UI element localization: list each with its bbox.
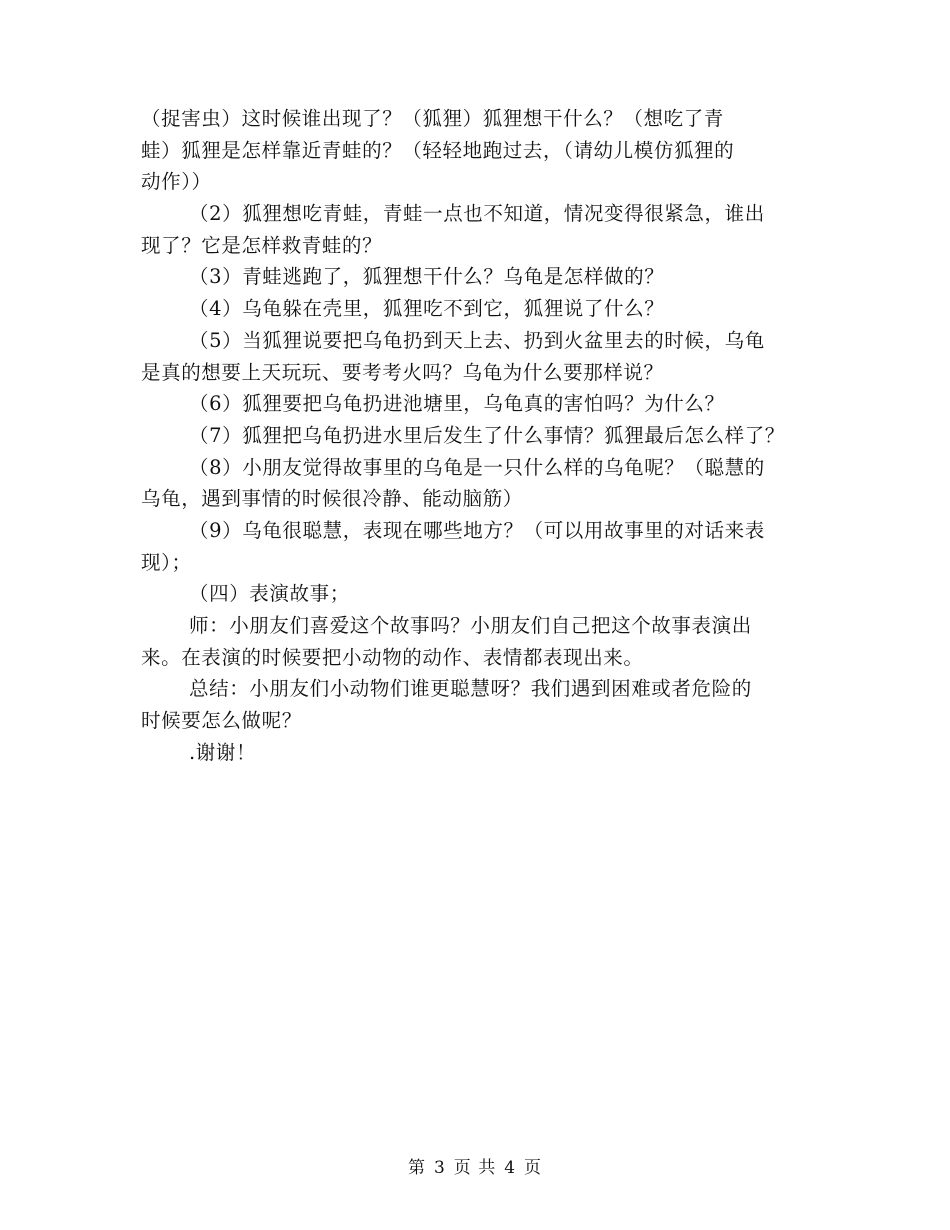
footer-prefix: 第: [407, 1158, 426, 1178]
text-line: 师：小朋友们喜爱这个故事吗？小朋友们自己把这个故事表演出: [189, 614, 752, 637]
page-footer: [0, 1153, 950, 1178]
text-line: 乌龟，遇到事情的时候很冷静、能动脑筋）: [141, 487, 523, 511]
text-line: 蛙）狐狸是怎样靠近青蛙的？（轻轻地跑过去，（请幼儿模仿狐狸的: [141, 138, 735, 162]
text-line: 现了？它是怎样救青蛙的？: [141, 233, 383, 257]
total-pages-number: 4: [504, 1158, 517, 1178]
text-line: （捉害虫）这时候谁出现了？（狐狸）狐狸想干什么？（想吃了青: [141, 107, 724, 130]
text-line: 现）；: [141, 550, 192, 574]
text-line: （6）狐狸要把乌龟扔进池塘里，乌龟真的害怕吗？为什么？: [189, 392, 725, 416]
text-line: （4）乌龟躲在壳里，狐狸吃不到它，狐狸说了什么？: [189, 297, 665, 321]
text-line: （2）狐狸想吃青蛙，青蛙一点也不知道，情况变得很紧急，谁出: [189, 202, 765, 226]
text-line: 来。在表演的时候要把小动物的动作、表情都表现出来。: [141, 645, 644, 669]
text-line: （3）青蛙逃跑了，狐狸想干什么？乌龟是怎样做的？: [189, 265, 665, 289]
text-line: 动作））: [141, 170, 212, 194]
footer-mid: 页 共: [453, 1158, 497, 1178]
text-line: 总结：小朋友们小动物们谁更聪慧呀？我们遇到困难或者危险的: [189, 677, 752, 701]
text-line: 时候要怎么做呢？: [141, 709, 302, 733]
text-line: （8）小朋友觉得故事里的乌龟是一只什么样的乌龟呢？（聪慧的: [189, 455, 765, 479]
current-page-number: 3: [433, 1158, 446, 1178]
text-line: 是真的想要上天玩玩、要考考火吗？乌龟为什么要那样说？: [141, 360, 664, 384]
document-body: [141, 103, 811, 768]
section-heading: （四）表演故事；: [189, 582, 350, 606]
text-line: （9）乌龟很聪慧，表现在哪些地方？（可以用故事里的对话来表: [189, 518, 765, 542]
footer-suffix: 页: [524, 1158, 543, 1178]
text-line: （5）当狐狸说要把乌龟扔到天上去、扔到火盆里去的时候，乌龟: [189, 328, 765, 352]
closing-text: .谢谢！: [189, 740, 257, 764]
text-line: （7）狐狸把乌龟扔进水里后发生了什么事情？狐狸最后怎么样了？: [189, 423, 785, 447]
